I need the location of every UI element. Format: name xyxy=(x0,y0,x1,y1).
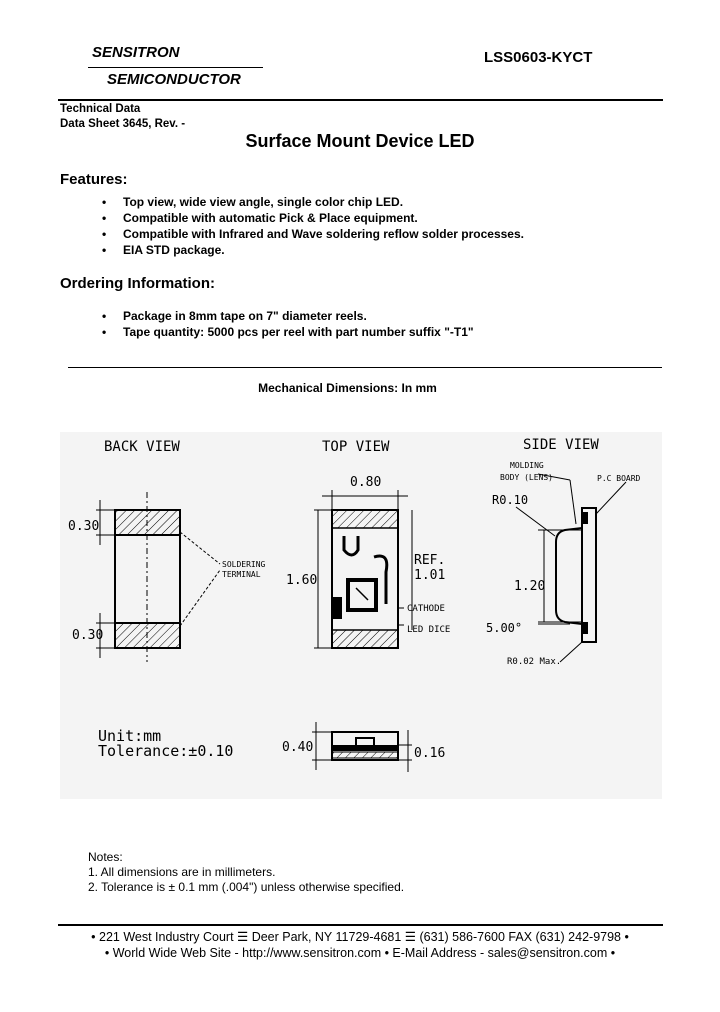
data-sheet-label: Data Sheet 3645, Rev. - xyxy=(60,118,186,130)
top-ref-value: 1.01 xyxy=(414,568,446,583)
list-item: • Compatible with automatic Pick & Place equipment. xyxy=(60,210,524,226)
notes-heading: Notes: xyxy=(88,850,123,864)
cathode-mark xyxy=(332,597,342,619)
end-height-dim: 0.40 xyxy=(282,740,314,755)
list-item: • Package in 8mm tape on 7" diameter reels. xyxy=(60,308,474,324)
company-name-line2: SEMICONDUCTOR xyxy=(107,71,241,88)
part-number: LSS0603-KYCT xyxy=(484,49,593,66)
company-name-line1: SENSITRON xyxy=(92,44,180,61)
note-item: 1. All dimensions are in millimeters. xyxy=(88,865,276,879)
side-radius-dim: R0.10 xyxy=(492,493,529,507)
unit-label: Unit:mm xyxy=(98,727,162,745)
molding-label-1: MOLDING xyxy=(510,461,544,470)
side-angle-dim: 5.00° xyxy=(486,621,523,635)
side-view-label: SIDE VIEW xyxy=(523,437,599,453)
notes-block xyxy=(88,850,404,895)
section-divider xyxy=(68,367,662,368)
back-view-label: BACK VIEW xyxy=(104,439,180,455)
header-rule xyxy=(58,99,663,101)
led-dice-label: LED DICE xyxy=(407,625,451,635)
list-item: • Tape quantity: 5000 pcs per reel with part number suffix "-T1" xyxy=(60,324,474,340)
note-item: 2. Tolerance is ± 0.1 mm (.004") unless otherwise specified. xyxy=(88,880,405,894)
page-title: Surface Mount Device LED xyxy=(245,131,475,151)
top-width-dim: 0.80 xyxy=(350,475,382,490)
top-length-dim: 1.60 xyxy=(286,573,318,588)
side-height-dim: 1.20 xyxy=(514,579,546,594)
footer-web: • World Wide Web Site - http://www.sensitron.com • E-Mail Address - sales@sensitron.com • xyxy=(104,946,616,960)
top-ref-label: REF. xyxy=(414,553,446,568)
footer-address: • 221 West Industry Court ☰ Deer Park, NY 11729-4681 ☰ (631) 586-7600 FAX (631) 242-9798 • xyxy=(91,930,629,944)
back-view xyxy=(68,492,266,662)
bond-wire xyxy=(344,536,358,555)
pc-board-label: P.C BOARD xyxy=(597,474,641,483)
soldering-label-1: SOLDERING xyxy=(222,560,266,569)
tech-data-label: Technical Data xyxy=(60,103,141,115)
molding-body xyxy=(556,528,582,624)
footer-rule xyxy=(58,924,663,926)
back-top-pad-dim: 0.30 xyxy=(68,519,100,534)
top-view xyxy=(286,475,450,648)
logo-divider xyxy=(88,67,263,68)
tolerance-label: Tolerance:±0.10 xyxy=(98,742,234,760)
mechanical-heading: Mechanical Dimensions: In mm xyxy=(258,381,437,395)
molding-label-2: BODY (LENS) xyxy=(500,473,553,482)
ordering-heading: Ordering Information: xyxy=(60,275,215,292)
list-item: • Top view, wide view angle, single color chip LED. xyxy=(60,194,524,210)
features-list xyxy=(60,194,524,258)
top-upper-terminal xyxy=(332,510,398,528)
mechanical-drawing xyxy=(60,432,662,799)
list-item: • EIA STD package. xyxy=(60,242,524,258)
end-view xyxy=(282,722,445,772)
top-view-label: TOP VIEW xyxy=(322,439,390,455)
features-heading: Features: xyxy=(60,171,128,188)
list-item: • Compatible with Infrared and Wave soldering reflow solder processes. xyxy=(60,226,524,242)
back-bottom-pad-dim: 0.30 xyxy=(72,628,104,643)
drawing-svg xyxy=(60,432,662,799)
end-sub-dim: 0.16 xyxy=(414,746,446,761)
soldering-label-2: TERMINAL xyxy=(222,570,261,579)
pc-board xyxy=(582,508,596,642)
side-radius-max-dim: R0.02 Max. xyxy=(507,657,562,667)
ordering-list xyxy=(60,308,474,340)
top-lower-terminal xyxy=(332,630,398,648)
tech-data-block xyxy=(60,102,185,132)
cathode-label: CATHODE xyxy=(407,604,445,614)
side-view xyxy=(486,461,641,667)
